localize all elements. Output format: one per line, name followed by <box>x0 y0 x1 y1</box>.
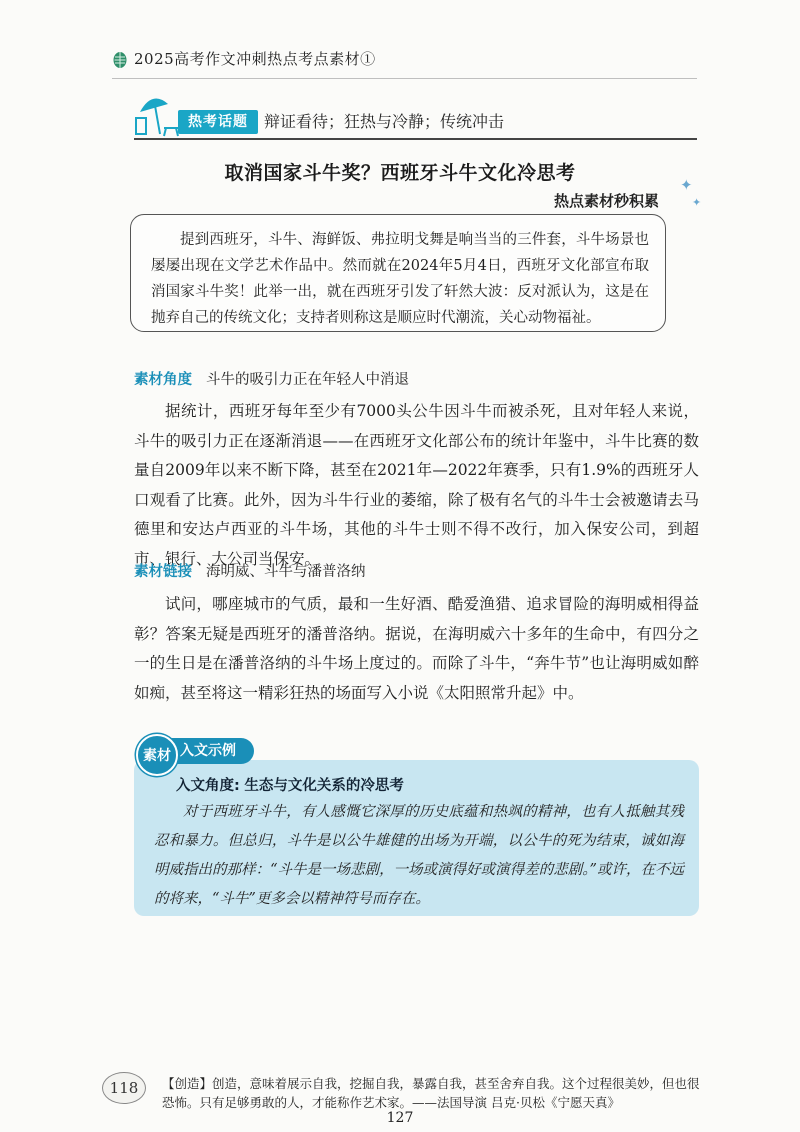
article-title: 取消国家斗牛奖？西班牙斗牛文化冷思考 <box>224 162 576 184</box>
topic-divider <box>134 138 697 140</box>
sparkle-icon: ✦ <box>692 196 702 209</box>
page-number-left: 118 <box>102 1072 146 1104</box>
footer-quote: 【创造】创造，意味着展示自我，挖掘自我，暴露自我，甚至舍弃自我。这个过程很美妙，但也很恐怖。只有足够勇敢的人，才能称作艺术家。——法国导演 吕克·贝松《宁愿天真》 <box>162 1076 700 1110</box>
beach-umbrella-icon <box>134 88 184 138</box>
section-label: 热点素材秒积累 <box>554 192 660 210</box>
example-tag: 入文示例 <box>170 738 254 764</box>
topic-keywords: 辩证看待；狂热与冷静；传统冲击 <box>264 112 505 131</box>
book-title: 2025高考作文冲刺热点考点素材① <box>134 50 376 68</box>
example-angle <box>176 774 404 795</box>
example-angle-text: 生态与文化关系的冷思考 <box>244 778 404 794</box>
section-angle-tag: 素材角度 <box>134 372 192 388</box>
sparkle-icon: ✦ <box>680 176 693 194</box>
section-link-heading <box>134 560 366 581</box>
section-link-body: 试问，哪座城市的气质，最和一生好酒、酷爱渔猎、追求冒险的海明威相得益彰？答案无疑是西班牙的潘普洛纳。据说，在海明威六十多年的生命中，有四分之一的生日是在潘普洛纳的斗牛场上度过的。而除了斗牛，“奔牛节”也让海明威如醉如痴，甚至将这一精彩狂热的场面写入小说《太阳照常升起》中。 <box>134 595 699 702</box>
section-angle-body: 据统计，西班牙每年至少有7000头公牛因斗牛而被杀死，且对年轻人来说，斗牛的吸引力正在逐渐消退——在西班牙文化部公布的统计年鉴中，斗牛比赛的数量自2009年以来不断下降，甚至在2021年—2022年赛季，只有1.9%的西班牙人口观看了比赛。此外，因为斗牛行业的萎缩，除了极有名气的斗牛士会被邀请去马德里和安达卢西亚的斗牛场，其他的斗牛士则不得不改行，加入保安公司，到超市、银行、大公司当保安。 <box>134 402 699 568</box>
book-header <box>112 48 376 69</box>
page-number-bottom: 127 <box>386 1110 414 1126</box>
section-angle-heading <box>134 368 409 389</box>
example-angle-label: 入文角度: <box>176 778 240 794</box>
header-divider <box>112 78 697 79</box>
intro-box <box>130 214 666 332</box>
example-body: 对于西班牙斗牛，有人感慨它深厚的历史底蕴和热飒的精神，也有人抵触其残忍和暴力。但总归，斗牛是以公牛雄健的出场为开端，以公牛的死为结束，诚如海明威指出的那样：“斗牛是一场悲剧，一场或演得好或演得差的悲剧。”或许，在不远的将来，“斗牛”更多会以精神符号而存在。 <box>154 804 684 907</box>
section-link-tag: 素材链接 <box>134 564 192 580</box>
example-badge: 素材 <box>136 734 178 776</box>
topic-tag: 热考话题 <box>178 110 258 134</box>
section-angle-subtitle: 斗牛的吸引力正在年轻人中消退 <box>206 372 409 388</box>
intro-text: 提到西班牙，斗牛、海鲜饭、弗拉明戈舞是响当当的三件套，斗牛场景也屡屡出现在文学艺术作品中。然而就在2024年5月4日，西班牙文化部宣布取消国家斗牛奖！此举一出，就在西班牙引发了轩然大波：反对派认为，这是在抛弃自己的传统文化；支持者则称这是顺应时代潮流，关心动物福祉。 <box>151 232 649 326</box>
section-link-subtitle: 海明威、斗牛与潘普洛纳 <box>206 564 366 580</box>
pinecone-logo-icon <box>112 49 128 69</box>
